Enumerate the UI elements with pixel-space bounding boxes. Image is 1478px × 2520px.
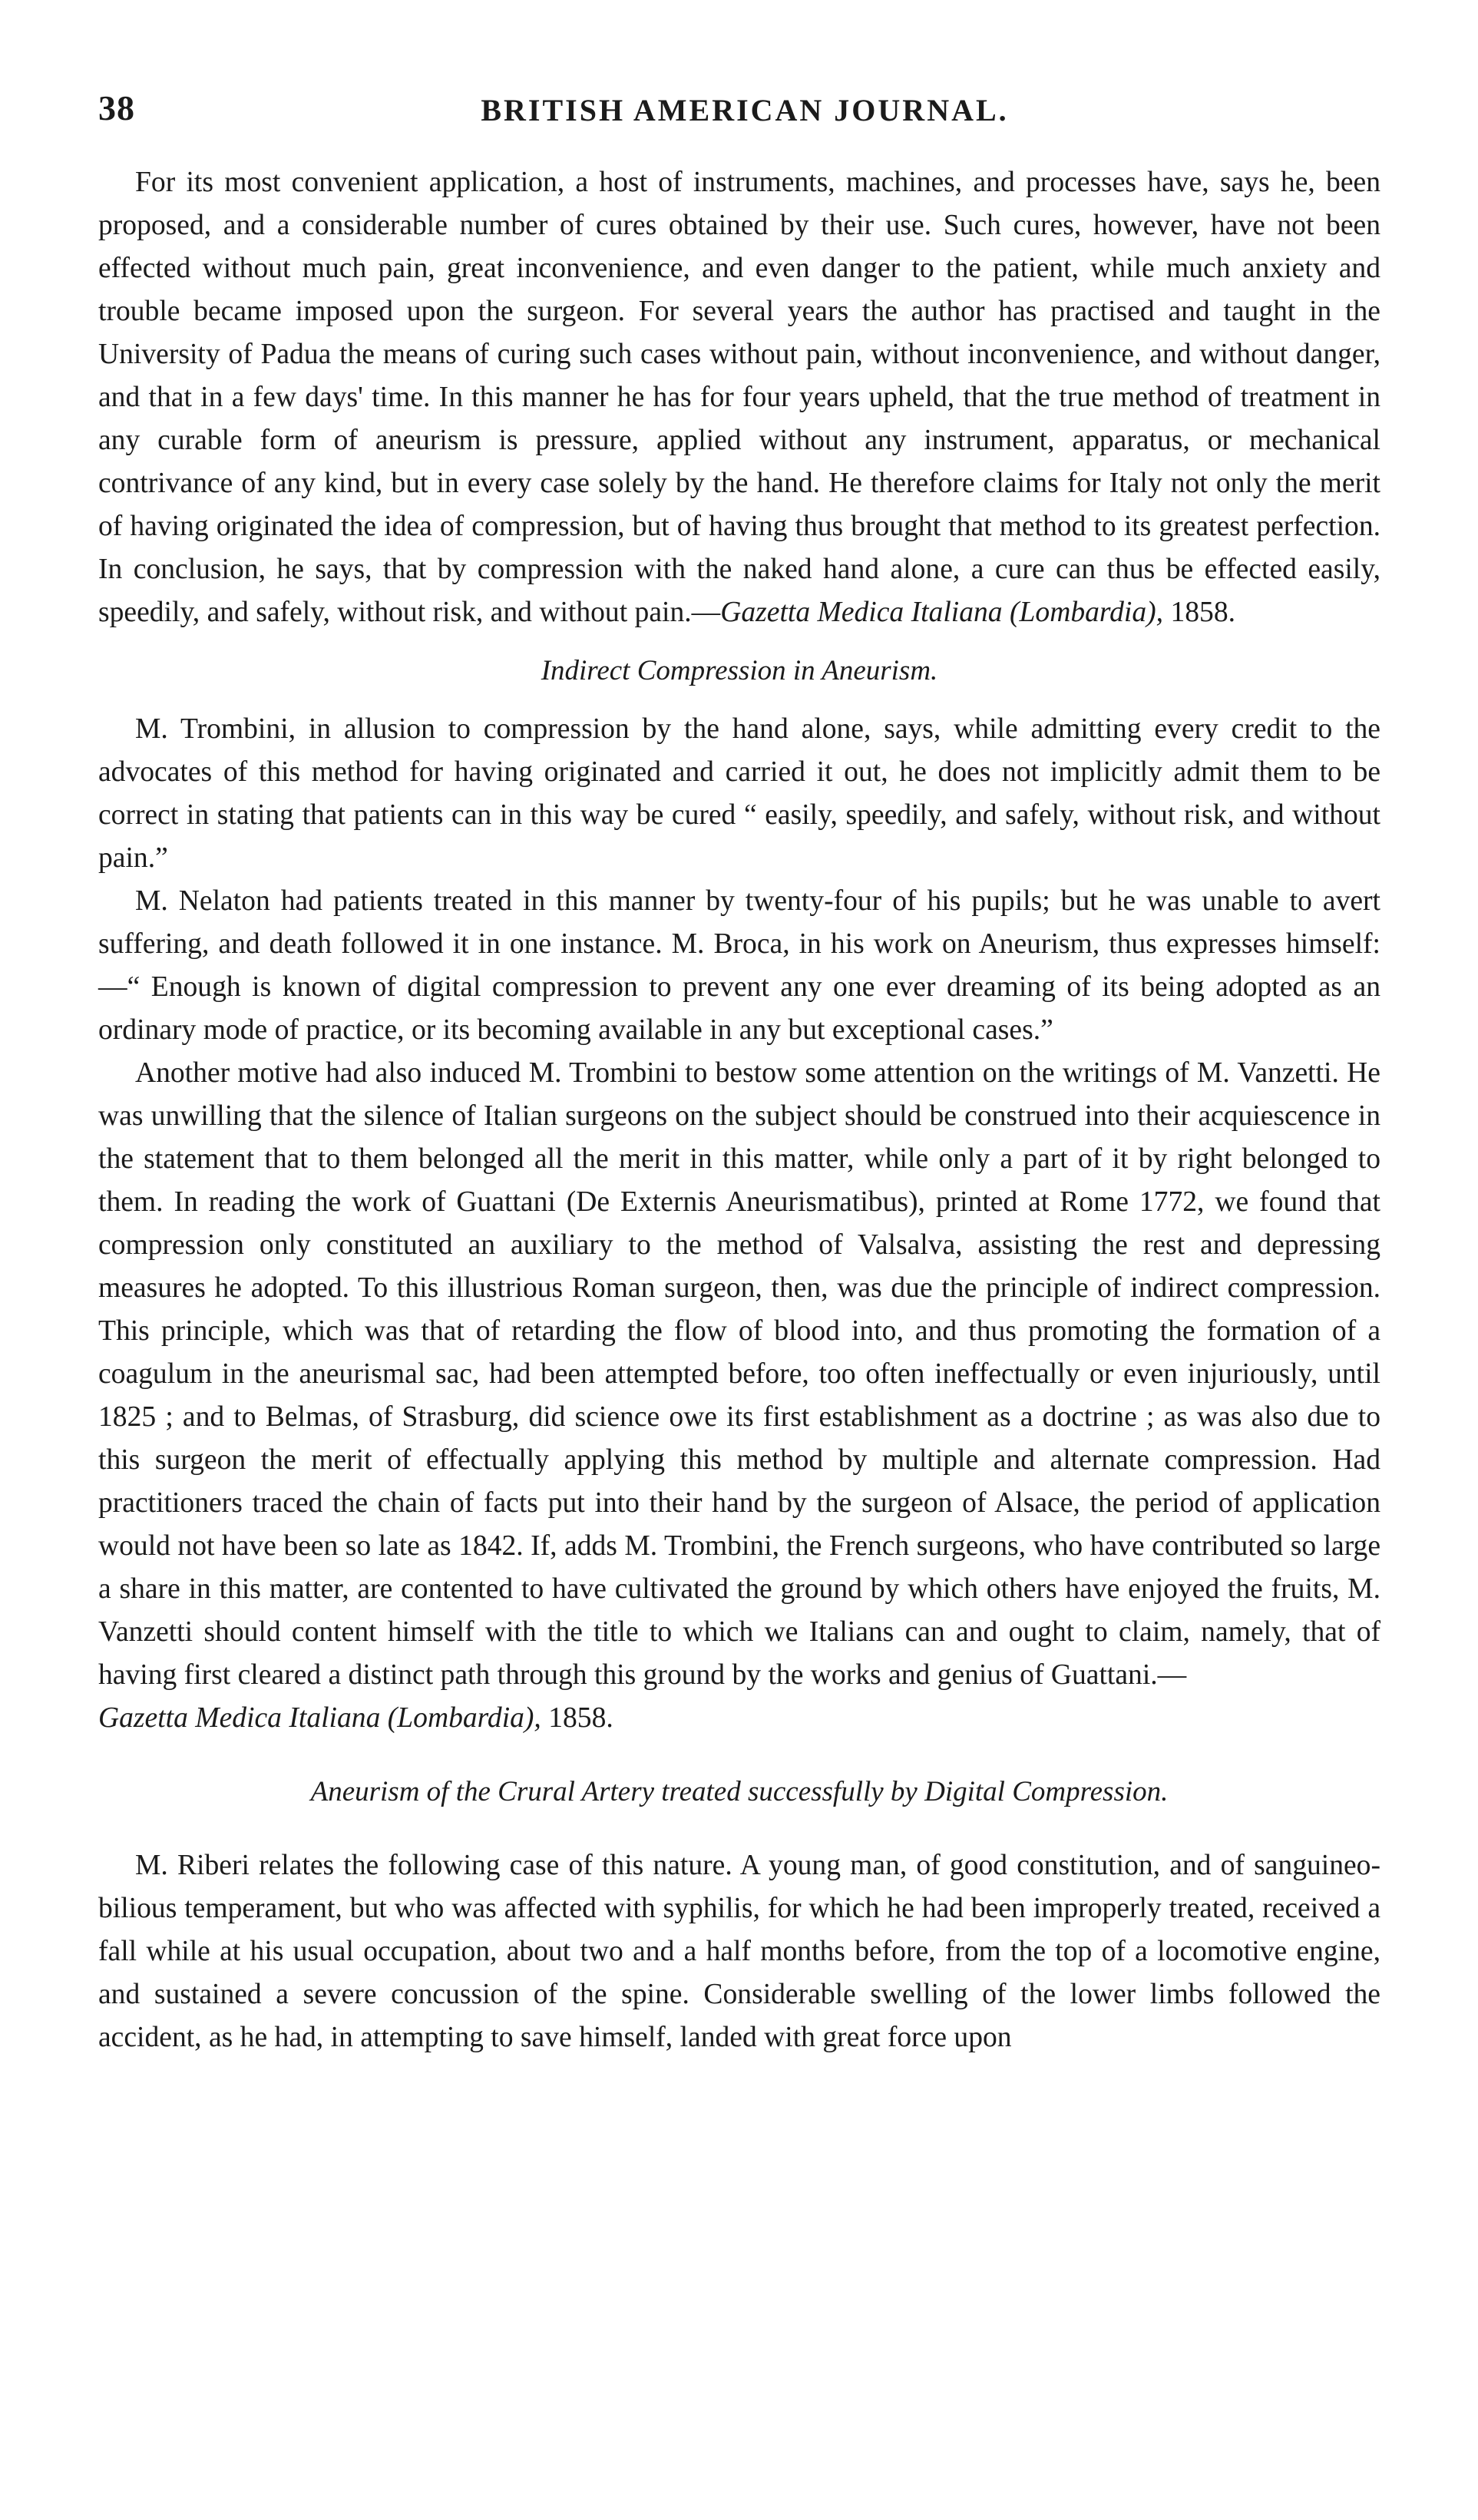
paragraph [98, 1052, 1380, 1740]
citation-year: 1858. [541, 1702, 613, 1734]
citation-year: 1858. [1163, 597, 1236, 628]
article-body [98, 161, 1380, 2059]
source-citation: Gazetta Medica Italiana (Lombardia), [720, 597, 1164, 628]
paragraph-text: Another motive had also induced M. Trombini to bestow some attention on the writings of M. Vanzetti. He was unwilling that the silence of Italian surgeons on the subject should be construed into their acquiescence in the statement that to them belonged all the merit in this matter, while only a part of it by right belonged to them. In reading the work of Guattani (De Externis Aneurismatibus), printed at Rome 1772, we found that compression only constituted an auxiliary to the method of Valsalva, assisting the rest and depressing measures he adopted. To this illustrious Roman surgeon, then, was due the principle of indirect compression. This principle, which was that of retarding the flow of blood into, and thus promoting the formation of a coagulum in the aneurismal sac, had been attempted before, too often ineffectually or even injuriously, until 1825 ; and to Belmas, of Strasburg, did science owe its first establishment as a doctrine ; as was also due to this surgeon the merit of effectually applying this method by multiple and alternate compression. Had practitioners traced the chain of facts put into their hand by the surgeon of Alsace, the period of application would not have been so late as 1842. If, adds M. Trombini, the French surgeons, who have contributed so large a share in this matter, are contented to have cultivated the ground by which others have enjoyed the fruits, M. Vanzetti should content himself with the title to which we Italians can and ought to claim, namely, that of having first cleared a distinct path through this ground by the works and genius of Guattani.— [98, 1057, 1380, 1691]
paragraph [98, 161, 1380, 634]
section-heading: Aneurism of the Crural Artery treated successfully by Digital Compression. [310, 1776, 1169, 1807]
paragraph: M. Trombini, in allusion to compression by the hand alone, says, while admitting every credit to the advocates of this method for having originated and carried it out, he does not implicitly admit them to be correct in stating that patients can in this way be cured “ easily, speedily, and safely, without risk, and without pain.” [98, 713, 1380, 874]
paragraph: M. Riberi relates the following case of this nature. A young man, of good constitution, and of sanguineo-bilious temperament, but who was affected with syphilis, for which he had been improperly treated, received a fall while at his usual occupation, about two and a half months before, from the top of a locomotive engine, and sustained a severe concussion of the spine. Considerable swelling of the lower limbs followed the accident, as he had, in attempting to save himself, landed with great force upon [98, 1850, 1380, 2053]
paragraph: M. Nelaton had patients treated in this manner by twenty-four of his pupils; but he was unable to avert suffering, and death followed it in one instance. M. Broca, in his work on Aneurism, thus expresses himself:—“ Enough is known of digital compression to prevent any one ever dreaming of its being adopted as an ordinary mode of practice, or its becoming available in any but exceptional cases.” [98, 885, 1380, 1046]
source-citation: Gazetta Medica Italiana (Lombardia), [98, 1702, 541, 1734]
section-heading: Indirect Compression in Aneurism. [541, 655, 938, 686]
page-number: 38 [98, 88, 135, 127]
running-title: BRITISH AMERICAN JOURNAL. [481, 93, 1009, 127]
paragraph-text: For its most convenient application, a host of instruments, machines, and processes have, says he, been proposed, and a considerable number of cures obtained by their use. Such cures, however, have not been effected without much pain, great inconvenience, and even danger to the patient, while much anxiety and trouble became imposed upon the surgeon. For several years the author has practised and taught in the University of Padua the means of curing such cases without pain, without inconvenience, and without danger, and that in a few days' time. In this manner he has for four years upheld, that the true method of treatment in any curable form of aneurism is pressure, applied without any instrument, apparatus, or mechanical contrivance of any kind, but in every case solely by the hand. He therefore claims for Italy not only the merit of having originated the idea of compression, but of having thus brought that method to its greatest perfection. In conclusion, he says, that by compression with the naked hand alone, a cure can thus be effected easily, speedily, and safely, without risk, and without pain.— [98, 167, 1380, 628]
